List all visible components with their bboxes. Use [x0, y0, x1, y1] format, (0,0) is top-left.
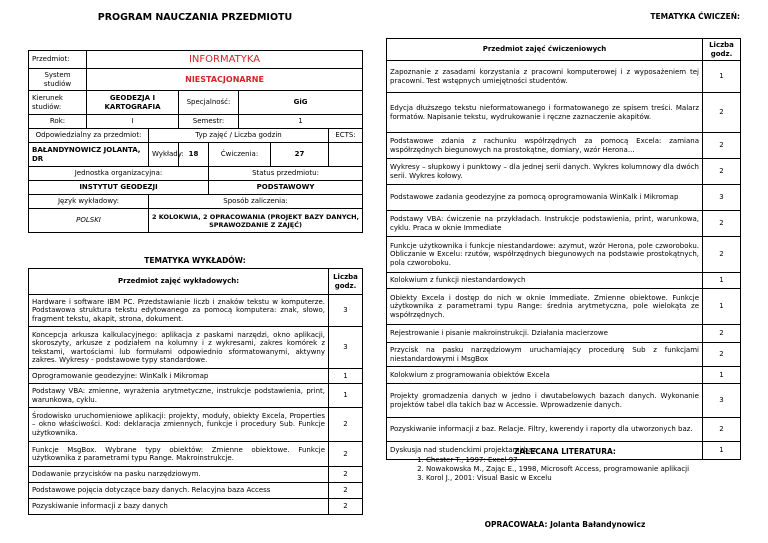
exercise-hours: 2: [703, 343, 741, 367]
cwiczenia-value: 27: [271, 143, 329, 167]
table-row: [387, 418, 741, 442]
table-row: [29, 442, 363, 467]
specjalnosc-value: GiG: [239, 91, 363, 115]
cwiczenia-label: Ćwiczenia:: [209, 143, 271, 167]
table-row: [387, 211, 741, 237]
lecture-hours: 2: [329, 408, 363, 442]
odpowiedzialny-value: BAŁANDYNOWICZ JOLANTA, DR: [29, 143, 149, 167]
table-row: [29, 483, 363, 499]
jezyk-value: POLSKI: [29, 209, 149, 233]
table-row: [29, 467, 363, 483]
lecture-topic: Podstawy VBA: zmienne, wyrażenia arytmetyczne, instrukcje podstawienia, print, warunkowa, cyklu.: [29, 384, 329, 408]
exercise-topic: Funkcje użytkownika i funkcje niestandardowe: azymut, wzór Herona, pole czworoboku. Obliczanie w Excelu: rzutów, współrzędnych biegunowych na podstawie prostokątnych, pola czworoboku.: [387, 237, 703, 273]
literature-item: 3. Korol J., 2001: Visual Basic w Excelu: [426, 474, 766, 483]
literature-item: 1. Chester T., 1997: Excel 97: [426, 456, 766, 465]
lectures-title: TEMATYKA WYKŁADÓW:: [144, 256, 246, 265]
wyklady-label: Wykłady:: [149, 143, 179, 167]
sposob-label: Sposób zaliczenia:: [149, 195, 363, 209]
exercise-hours: 2: [703, 93, 741, 133]
lecture-topic: Pozyskiwanie informacji z bazy danych: [29, 499, 329, 515]
lecture-hours: 2: [329, 442, 363, 467]
sposob-value: 2 KOLOKWIA, 2 OPRACOWANIA (PROJEKT BAZY DANYCH, SPRAWOZDANIE Z ZAJĘĆ): [149, 209, 363, 233]
exercise-topic: Podstawy VBA: ćwiczenie na przykładach. Instrukcje podstawienia, print, warunkowa, cyklu. Praca w oknie Immediate: [387, 211, 703, 237]
table-row: [29, 499, 363, 515]
table-row: [387, 343, 741, 367]
ects-label: ECTS:: [329, 129, 363, 143]
odpowiedzialny-label: Odpowiedzialny za przedmiot:: [29, 129, 149, 143]
kierunek-label: Kierunek studiów:: [29, 91, 87, 115]
table-row: [387, 133, 741, 159]
exercise-hours: 2: [703, 211, 741, 237]
literature-title: ZALECANA LITERATURA:: [514, 447, 616, 456]
przedmiot-label: Przedmiot:: [29, 51, 87, 69]
ects-value: [329, 143, 363, 167]
exercise-hours: 2: [703, 159, 741, 185]
lecture-hours: 1: [329, 369, 363, 384]
jezyk-label: Język wykładowy:: [29, 195, 149, 209]
exercise-topic: Przycisk na pasku narzędziowym uruchamiający procedurę Sub z funkcjami niestandardowymi i MsgBox: [387, 343, 703, 367]
semestr-value: 1: [239, 115, 363, 129]
jednostka-label: Jednostka organizacyjna:: [29, 167, 209, 181]
exercise-hours: 1: [703, 442, 741, 460]
exercise-topic: Obiekty Excela i dostęp do nich w oknie Immediate. Zmienne obiektowe. Funkcje użytkownika z parametrami typu Range: średnia arytmetyczna, pole wielokąta ze współrzędnych.: [387, 289, 703, 325]
lecture-hours: 2: [329, 483, 363, 499]
exercise-topic: Kolokwium z programowania obiektów Excela: [387, 367, 703, 384]
wyklady-value: 18: [179, 143, 209, 167]
lectures-header: Przedmiot zajęć wykładowych:: [29, 269, 329, 295]
lecture-hours: 1: [329, 384, 363, 408]
status-label: Status przedmiotu:: [209, 167, 363, 181]
table-row: [29, 295, 363, 327]
course-info-table: [28, 50, 363, 233]
table-row: [387, 93, 741, 133]
lecture-topic: Funkcje MsgBox. Wybrane typy obiektów: Zmienne obiektowe. Funkcje użytkownika z parametrami typu Range. Makroinstrukcje.: [29, 442, 329, 467]
exercise-topic: Zapoznanie z zasadami korzystania z pracowni komputerowej i z wyposażeniem tej pracowni. Test wstępnych umiejętności studentów.: [387, 61, 703, 93]
table-row: [29, 369, 363, 384]
lecture-topic: Oprogramowanie geodezyjne: WinKalk i Mikromap: [29, 369, 329, 384]
table-row: [387, 273, 741, 289]
author-line: OPRACOWAŁA: Jolanta Bałandynowicz: [484, 520, 646, 529]
typ-zajec-label: Typ zajęć / Liczba godzin: [149, 129, 329, 143]
exercises-header: Przedmiot zajęć ćwiczeniowych: [387, 39, 703, 61]
przedmiot-value: INFORMATYKA: [87, 51, 363, 69]
exercise-hours: 1: [703, 367, 741, 384]
exercise-topic: Rejestrowanie i pisanie makroinstrukcji. Działania macierzowe: [387, 325, 703, 343]
table-row: [29, 384, 363, 408]
table-row: [387, 384, 741, 418]
exercise-topic: Podstawowe zadania geodezyjne za pomocą oprogramowania WinKalk i Mikromap: [387, 185, 703, 211]
page-title: PROGRAM NAUCZANIA PRZEDMIOTU: [97, 12, 293, 23]
table-row: [387, 237, 741, 273]
exercise-hours: 2: [703, 237, 741, 273]
lecture-hours: 3: [329, 327, 363, 369]
system-label: System studiów: [29, 69, 87, 91]
semestr-label: Semestr:: [179, 115, 239, 129]
lecture-hours: 2: [329, 467, 363, 483]
rok-value: I: [87, 115, 179, 129]
specjalnosc-label: Specjalność:: [179, 91, 239, 115]
exercise-hours: 1: [703, 61, 741, 93]
exercise-topic: Kolokwium z funkcji niestandardowych: [387, 273, 703, 289]
table-row: [387, 185, 741, 211]
lecture-topic: Podstawowe pojęcia dotyczące bazy danych. Relacyjna baza Access: [29, 483, 329, 499]
exercises-table: [386, 38, 741, 460]
lecture-hours: 3: [329, 295, 363, 327]
table-row: [387, 367, 741, 384]
exercise-topic: Podstawowe zdania z rachunku współrzędnych za pomocą Excela: zamiana współrzędnych biegunowych na prostokątne, domiary, wzór Herona...: [387, 133, 703, 159]
exercise-hours: 1: [703, 289, 741, 325]
exercises-hours-header: Liczba godz.: [703, 39, 741, 61]
exercise-topic: Dyskusja nad studenckimi projektami baz: [387, 442, 703, 460]
exercise-hours: 2: [703, 325, 741, 343]
exercise-topic: Pozyskiwanie informacji z baz. Relacje. Filtry, kwerendy i raporty dla utworzonych baz.: [387, 418, 703, 442]
lectures-table: [28, 268, 363, 515]
rok-label: Rok:: [29, 115, 87, 129]
lecture-topic: Środowisko uruchomieniowe aplikacji: projekty, moduły, obiekty Excela, Properties – okno właściwości. Kod: deklaracja zmiennych, funkcje i procedury Sub. Funkcje użytkownika.: [29, 408, 329, 442]
exercise-topic: Wykresy – słupkowy i punktowy – dla jednej serii danych. Wykres kolumnowy dla dwóch serii. Wykres kołowy.: [387, 159, 703, 185]
lecture-hours: 2: [329, 499, 363, 515]
lecture-topic: Hardware i software IBM PC. Przedstawianie liczb i znaków tekstu w komputerze. Podstawowa struktura tekstu edytowanego za pomocą komputera: znak, słowo, fragment tekstu, akapit, strona, dokument.: [29, 295, 329, 327]
exercise-topic: Edycja dłuższego tekstu nieformatowanego i formatowanego ze spisem treści. Malarz formatów. Napisanie tekstu, wydrukowanie i ręczne zaznaczenie akapitów.: [387, 93, 703, 133]
exercises-title: TEMATYKA ĆWICZEŃ:: [650, 12, 740, 21]
table-row: [387, 325, 741, 343]
literature-item: 2. Nowakowska M., Zając E., 1998, Microsoft Access, programowanie aplikacji: [426, 465, 766, 474]
table-row: [29, 408, 363, 442]
kierunek-value: GEODEZJA I KARTOGRAFIA: [87, 91, 179, 115]
jednostka-value: INSTYTUT GEODEZJI: [29, 181, 209, 195]
exercise-topic: Projekty gromadzenia danych w jedno i dwutabelowych bazach danych. Wykonanie projektów tabel dla takich baz w Accessie. Wprowadzenie danych.: [387, 384, 703, 418]
lectures-hours-header: Liczba godz.: [329, 269, 363, 295]
system-value: NIESTACJONARNE: [87, 69, 363, 91]
exercise-hours: 3: [703, 384, 741, 418]
exercise-hours: 2: [703, 418, 741, 442]
lecture-topic: Dodawanie przycisków na pasku narzędziowym.: [29, 467, 329, 483]
status-value: PODSTAWOWY: [209, 181, 363, 195]
exercise-hours: 2: [703, 133, 741, 159]
exercise-hours: 3: [703, 185, 741, 211]
lecture-topic: Koncepcja arkusza kalkulacyjnego: aplikacja z paskami narzędzi, okno aplikacji, skoroszyty, arkusze z podziałem na kolumny i z wykresami, zakres komórek z tekstami, wartościami lub formułami odpowiednio sformatowanymi, aktywny zakres. Wykresy - podstawowe typy standardowe.: [29, 327, 329, 369]
exercise-hours: 1: [703, 273, 741, 289]
table-row: [387, 289, 741, 325]
table-row: [387, 159, 741, 185]
table-row: [387, 61, 741, 93]
literature-list: [408, 456, 766, 483]
table-row: [29, 327, 363, 369]
